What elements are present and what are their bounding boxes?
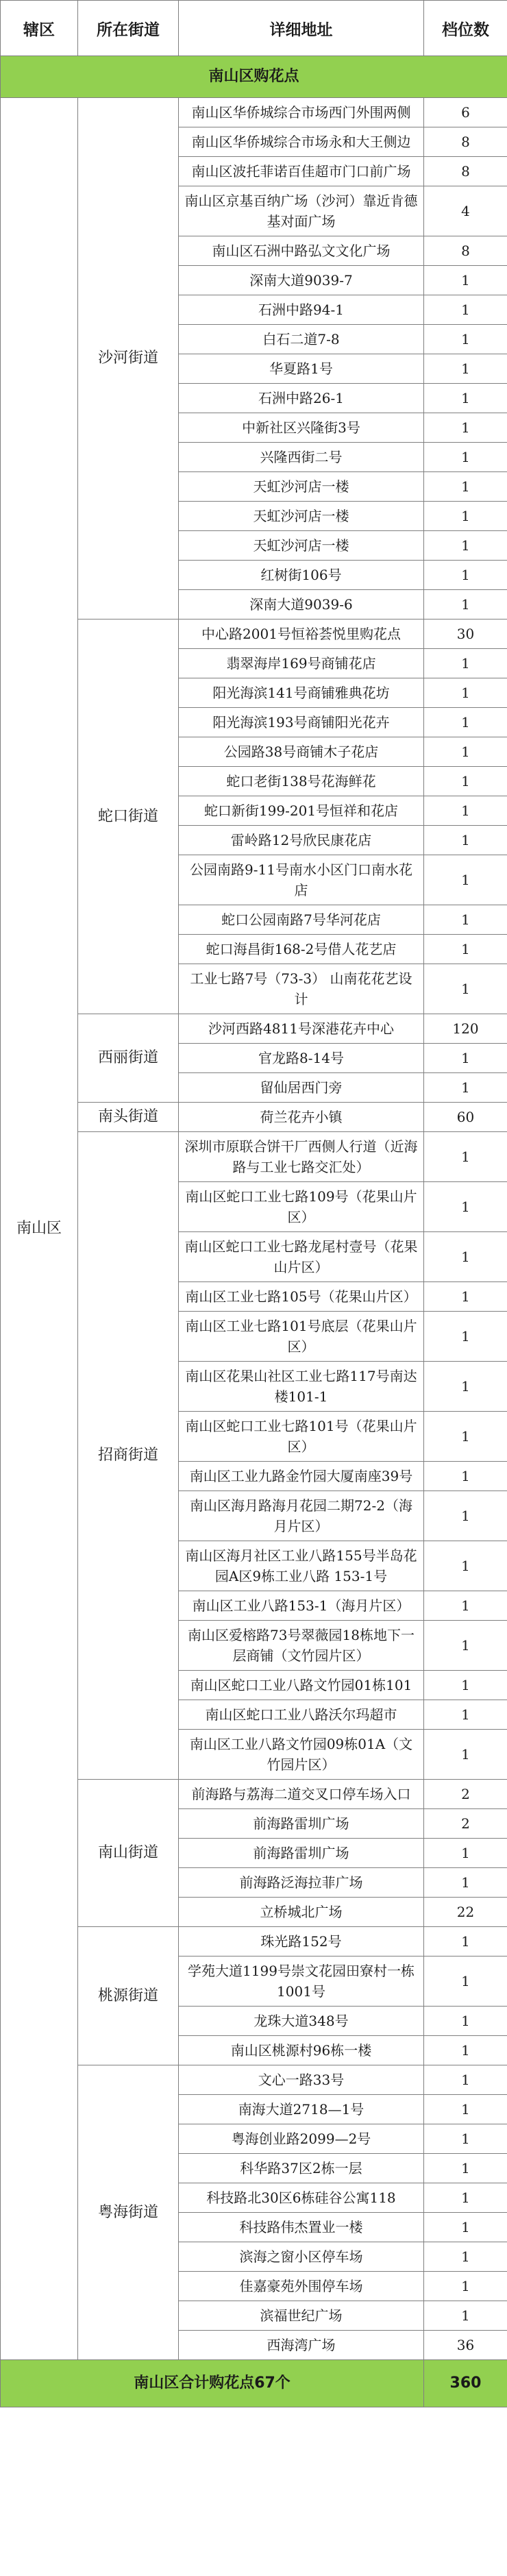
- street-cell: 粤海街道: [78, 2065, 179, 2360]
- count-cell: 60: [424, 1103, 507, 1132]
- count-cell: 4: [424, 186, 507, 236]
- address-cell: 南山区石洲中路弘文文化广场: [179, 236, 424, 266]
- count-cell: 8: [424, 127, 507, 157]
- count-cell: 1: [424, 502, 507, 531]
- count-cell: 1: [424, 2272, 507, 2301]
- address-cell: 南山区海月社区工业八路155号半岛花园A区9栋工业八路 153-1号: [179, 1541, 424, 1591]
- count-cell: 2: [424, 1780, 507, 1809]
- count-cell: 1: [424, 2154, 507, 2183]
- address-cell: 龙珠大道348号: [179, 2007, 424, 2036]
- count-cell: 1: [424, 935, 507, 964]
- address-cell: 红树街106号: [179, 561, 424, 590]
- count-cell: 1: [424, 413, 507, 443]
- street-cell: 南头街道: [78, 1103, 179, 1132]
- district-cell: 南山区: [1, 98, 78, 2360]
- count-cell: 1: [424, 1362, 507, 1412]
- address-cell: 兴隆西街二号: [179, 443, 424, 472]
- count-cell: 1: [424, 1541, 507, 1591]
- count-cell: 36: [424, 2331, 507, 2360]
- address-cell: 深南大道9039-7: [179, 266, 424, 295]
- count-cell: 1: [424, 266, 507, 295]
- table-body: [1, 56, 507, 2407]
- address-cell: 珠光路152号: [179, 1927, 424, 1956]
- count-cell: 1: [424, 678, 507, 708]
- address-cell: 南山区工业八路153-1（海月片区）: [179, 1591, 424, 1621]
- address-cell: 工业七路7号（73-3） 山南花花艺设计: [179, 964, 424, 1014]
- street-cell: 桃源街道: [78, 1927, 179, 2065]
- count-cell: 1: [424, 1491, 507, 1541]
- header-count: 档位数: [424, 1, 507, 56]
- address-cell: 中心路2001号恒裕荟悦里购花点: [179, 620, 424, 649]
- address-cell: 南山区蛇口工业七路109号（花果山片区）: [179, 1182, 424, 1232]
- count-cell: 1: [424, 590, 507, 620]
- address-cell: 南山区工业七路101号底层（花果山片区）: [179, 1312, 424, 1362]
- address-cell: 南山区工业七路105号（花果山片区）: [179, 1282, 424, 1312]
- count-cell: 1: [424, 1412, 507, 1462]
- address-cell: 南山区爱榕路73号翠薇园18栋地下一层商铺（文竹园片区）: [179, 1621, 424, 1671]
- address-cell: 白石二道7-8: [179, 325, 424, 354]
- count-cell: 1: [424, 2036, 507, 2065]
- count-cell: 1: [424, 1956, 507, 2007]
- address-cell: 前海路雷圳广场: [179, 1809, 424, 1839]
- count-cell: 1: [424, 905, 507, 935]
- count-cell: 1: [424, 1927, 507, 1956]
- address-cell: 南山区桃源村96栋一楼: [179, 2036, 424, 2065]
- count-cell: 1: [424, 1839, 507, 1868]
- count-cell: 1: [424, 2242, 507, 2272]
- count-cell: 1: [424, 2095, 507, 2124]
- address-cell: 石洲中路94-1: [179, 295, 424, 325]
- street-cell: 南山街道: [78, 1780, 179, 1927]
- address-cell: 南山区花果山社区工业七路117号南达楼101-1: [179, 1362, 424, 1412]
- address-cell: 天虹沙河店一楼: [179, 502, 424, 531]
- address-cell: 沙河西路4811号深港花卉中心: [179, 1014, 424, 1044]
- count-cell: 8: [424, 236, 507, 266]
- address-cell: 科技路伟杰置业一楼: [179, 2213, 424, 2242]
- address-cell: 南山区蛇口工业七路龙尾村壹号（花果山片区）: [179, 1232, 424, 1282]
- count-cell: 8: [424, 157, 507, 186]
- count-cell: 1: [424, 1282, 507, 1312]
- count-cell: 1: [424, 2213, 507, 2242]
- address-cell: 南海大道2718—1号: [179, 2095, 424, 2124]
- count-cell: 1: [424, 443, 507, 472]
- count-cell: 30: [424, 620, 507, 649]
- street-cell: 西丽街道: [78, 1014, 179, 1103]
- count-cell: 1: [424, 737, 507, 767]
- address-cell: 南山区蛇口工业八路文竹园01栋101: [179, 1671, 424, 1700]
- address-cell: 南山区京基百纳广场（沙河）靠近肯德基对面广场: [179, 186, 424, 236]
- count-cell: 1: [424, 2301, 507, 2331]
- address-cell: 阳光海滨193号商铺阳光花卉: [179, 708, 424, 737]
- address-cell: 南山区华侨城综合市场永和大王侧边: [179, 127, 424, 157]
- header-street: 所在街道: [78, 1, 179, 56]
- count-cell: 1: [424, 708, 507, 737]
- address-cell: 深圳市原联合饼干厂西侧人行道（近海路与工业七路交汇处）: [179, 1132, 424, 1182]
- count-cell: 1: [424, 1312, 507, 1362]
- header-district: 辖区: [1, 1, 78, 56]
- address-cell: 蛇口公园南路7号华河花店: [179, 905, 424, 935]
- header-row: [1, 1, 507, 56]
- count-cell: 1: [424, 855, 507, 905]
- table-row: [1, 98, 507, 127]
- total-count: 360: [424, 2360, 507, 2407]
- total-row: [1, 2360, 507, 2407]
- address-cell: 公园路38号商铺木子花店: [179, 737, 424, 767]
- address-cell: 南山区蛇口工业八路沃尔玛超市: [179, 1700, 424, 1730]
- address-cell: 蛇口海昌街168-2号借人花艺店: [179, 935, 424, 964]
- address-cell: 南山区华侨城综合市场西门外围两侧: [179, 98, 424, 127]
- count-cell: 1: [424, 767, 507, 796]
- count-cell: 1: [424, 384, 507, 413]
- address-cell: 粤海创业路2099—2号: [179, 2124, 424, 2154]
- count-cell: 1: [424, 1232, 507, 1282]
- count-cell: 1: [424, 1462, 507, 1491]
- count-cell: 1: [424, 1073, 507, 1103]
- count-cell: 1: [424, 1700, 507, 1730]
- count-cell: 1: [424, 1044, 507, 1073]
- address-cell: 南山区工业八路文竹园09栋01A（文竹园片区）: [179, 1730, 424, 1780]
- address-cell: 公园南路9-11号南水小区门口南水花店: [179, 855, 424, 905]
- address-cell: 荷兰花卉小镇: [179, 1103, 424, 1132]
- count-cell: 1: [424, 649, 507, 678]
- address-cell: 学苑大道1199号崇文花园田寮村一栋1001号: [179, 1956, 424, 2007]
- address-cell: 南山区工业九路金竹园大厦南座39号: [179, 1462, 424, 1491]
- address-cell: 前海路与荔海二道交叉口停车场入口: [179, 1780, 424, 1809]
- count-cell: 1: [424, 964, 507, 1014]
- address-cell: 阳光海滨141号商铺雅典花坊: [179, 678, 424, 708]
- count-cell: 1: [424, 796, 507, 826]
- address-cell: 文心一路33号: [179, 2065, 424, 2095]
- address-cell: 留仙居西门旁: [179, 1073, 424, 1103]
- count-cell: 1: [424, 561, 507, 590]
- address-cell: 深南大道9039-6: [179, 590, 424, 620]
- address-cell: 南山区蛇口工业七路101号（花果山片区）: [179, 1412, 424, 1462]
- count-cell: 1: [424, 1671, 507, 1700]
- address-cell: 科华路37区2栋一层: [179, 2154, 424, 2183]
- count-cell: 1: [424, 2183, 507, 2213]
- address-cell: 科技路北30区6栋硅谷公寓118: [179, 2183, 424, 2213]
- address-cell: 立桥城北广场: [179, 1898, 424, 1927]
- count-cell: 1: [424, 354, 507, 384]
- count-cell: 1: [424, 295, 507, 325]
- count-cell: 1: [424, 1591, 507, 1621]
- count-cell: 1: [424, 1621, 507, 1671]
- address-cell: 雷岭路12号欣民康花店: [179, 826, 424, 855]
- count-cell: 1: [424, 2065, 507, 2095]
- address-cell: 天虹沙河店一楼: [179, 472, 424, 502]
- address-cell: 华夏路1号: [179, 354, 424, 384]
- address-cell: 蛇口老街138号花海鲜花: [179, 767, 424, 796]
- count-cell: 1: [424, 2124, 507, 2154]
- street-cell: 招商街道: [78, 1132, 179, 1780]
- address-cell: 翡翠海岸169号商铺花店: [179, 649, 424, 678]
- count-cell: 1: [424, 1182, 507, 1232]
- address-cell: 石洲中路26-1: [179, 384, 424, 413]
- address-cell: 南山区波托菲诺百佳超市门口前广场: [179, 157, 424, 186]
- address-cell: 蛇口新街199-201号恒祥和花店: [179, 796, 424, 826]
- count-cell: 1: [424, 1730, 507, 1780]
- address-cell: 南山区海月路海月花园二期72-2（海月片区）: [179, 1491, 424, 1541]
- address-cell: 中新社区兴隆街3号: [179, 413, 424, 443]
- count-cell: 6: [424, 98, 507, 127]
- count-cell: 2: [424, 1809, 507, 1839]
- street-cell: 沙河街道: [78, 98, 179, 620]
- address-cell: 滨福世纪广场: [179, 2301, 424, 2331]
- address-cell: 前海路雷圳广场: [179, 1839, 424, 1868]
- count-cell: 1: [424, 2007, 507, 2036]
- count-cell: 120: [424, 1014, 507, 1044]
- count-cell: 22: [424, 1898, 507, 1927]
- address-cell: 天虹沙河店一楼: [179, 531, 424, 561]
- section-title: 南山区购花点: [1, 56, 507, 98]
- address-cell: 前海路泛海拉菲广场: [179, 1868, 424, 1898]
- count-cell: 1: [424, 472, 507, 502]
- address-cell: 佳嘉豪苑外围停车场: [179, 2272, 424, 2301]
- count-cell: 1: [424, 826, 507, 855]
- address-cell: 滨海之窗小区停车场: [179, 2242, 424, 2272]
- count-cell: 1: [424, 1132, 507, 1182]
- address-cell: 官龙路8-14号: [179, 1044, 424, 1073]
- section-title-row: [1, 56, 507, 98]
- street-cell: 蛇口街道: [78, 620, 179, 1014]
- count-cell: 1: [424, 1868, 507, 1898]
- count-cell: 1: [424, 531, 507, 561]
- count-cell: 1: [424, 325, 507, 354]
- header-address: 详细地址: [179, 1, 424, 56]
- address-cell: 西海湾广场: [179, 2331, 424, 2360]
- total-label: 南山区合计购花点67个: [1, 2360, 424, 2407]
